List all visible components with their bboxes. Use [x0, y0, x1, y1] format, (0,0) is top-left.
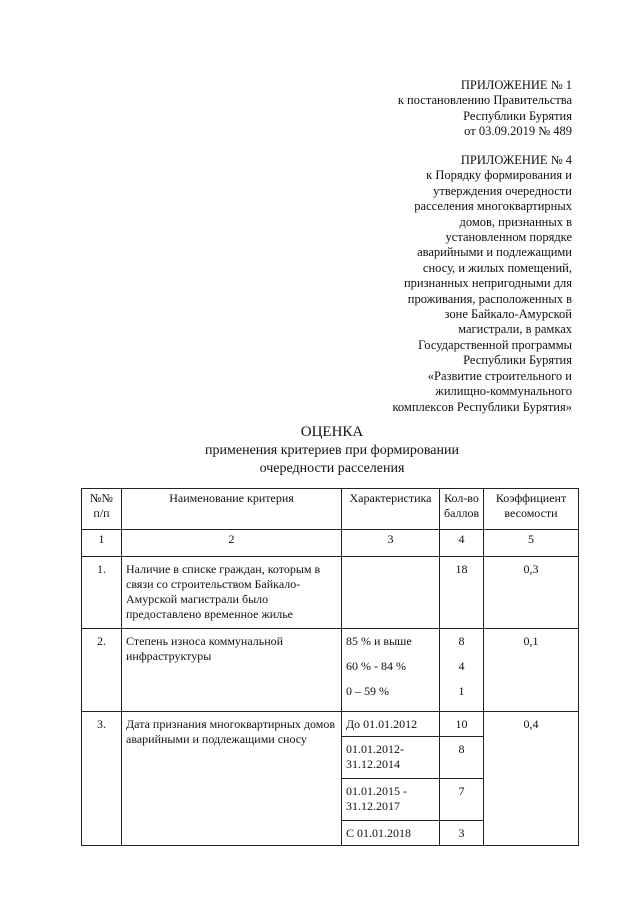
table-row: [82, 629, 579, 712]
points-value: 3: [440, 821, 484, 846]
appendix-line: «Развитие строительного и: [427, 368, 572, 383]
appendix-line: комплексов Республики Бурятия»: [392, 399, 572, 414]
criterion-name: Дата признания многоквартирных домов аварийными и подлежащими сносу: [122, 712, 342, 846]
appendix-line: сносу, и жилых помещений,: [422, 260, 572, 275]
table-row: [82, 557, 579, 629]
criterion-coefficient: 0,3: [484, 557, 579, 629]
row-number: 2.: [82, 629, 122, 712]
appendix-line: от 03.09.2019 № 489: [464, 124, 572, 139]
appendix-line: проживания, расположенных в: [407, 291, 572, 306]
characteristic-value: 01.01.2012-31.12.2014: [342, 737, 440, 779]
header-points: Кол-во баллов: [440, 489, 484, 530]
row-number: 3.: [82, 712, 122, 846]
appendix-line: установленном порядке: [445, 230, 572, 245]
characteristic-value: До 01.01.2012: [342, 712, 440, 737]
points-value: 8: [458, 634, 465, 648]
header-num: №№ п/п: [82, 489, 122, 530]
characteristic-value: 85 % и выше: [346, 634, 412, 648]
criteria-table: [81, 488, 579, 846]
header-coefficient: Коэффициент весомости: [484, 489, 579, 530]
appendix-line: к Порядку формирования и: [426, 168, 572, 183]
appendix-line: домов, признанных в: [459, 214, 572, 229]
characteristic-value: 60 % - 84 %: [346, 659, 406, 673]
criterion-characteristic: [342, 557, 440, 629]
column-index: 3: [342, 530, 440, 557]
appendix-line: Республики Бурятия: [463, 353, 572, 368]
criterion-coefficient: 0,4: [484, 712, 579, 846]
criterion-name: Наличие в списке граждан, которым в связи со строительством Байкало-Амурской магистрали было предоставлено временное жилье: [122, 557, 342, 629]
characteristic-value: С 01.01.2018: [342, 821, 440, 846]
appendix-line: к постановлению Правительства: [397, 93, 572, 108]
header-name: Наименование критерия: [122, 489, 342, 530]
appendix-line: жилищно-коммунального: [435, 384, 572, 399]
table-index-row: [82, 530, 579, 557]
characteristic-value: 01.01.2015 - 31.12.2017: [342, 779, 440, 821]
column-index: 5: [484, 530, 579, 557]
appendix-line: зоне Байкало-Амурской: [444, 307, 572, 322]
points-value: 1: [458, 684, 465, 698]
table-header-row: [82, 489, 579, 530]
column-index: 2: [122, 530, 342, 557]
appendix-line: расселения многоквартирных: [414, 199, 572, 214]
row-number: 1.: [82, 557, 122, 629]
appendix-line: утверждения очередности: [433, 183, 572, 198]
column-index: 4: [440, 530, 484, 557]
appendix-line: магистрали, в рамках: [458, 322, 572, 337]
criterion-name: Степень износа коммунальной инфраструктуры: [122, 629, 342, 712]
appendix-4-block: [392, 153, 572, 415]
criterion-points: 18: [440, 557, 484, 629]
points-value: 7: [440, 779, 484, 821]
criterion-characteristics: [342, 629, 440, 712]
table-row: [82, 712, 579, 737]
criterion-points: [440, 629, 484, 712]
column-index: 1: [82, 530, 122, 557]
appendix-line: Республики Бурятия: [463, 108, 572, 123]
document-title: ОЦЕНКА: [300, 424, 364, 440]
appendix-line: аварийными и подлежащими: [417, 245, 572, 260]
appendix-line: признанных непригодными для: [403, 276, 572, 291]
document-subtitle-line: очередности расселения: [259, 461, 405, 476]
points-value: 8: [440, 737, 484, 779]
appendix-line: ПРИЛОЖЕНИЕ № 4: [460, 153, 572, 167]
header-characteristic: Характеристика: [342, 489, 440, 530]
points-value: 10: [440, 712, 484, 737]
appendix-line: Государственной программы: [418, 337, 572, 352]
points-value: 4: [458, 659, 465, 673]
appendix-1-block: [398, 78, 572, 140]
document-heading: [0, 423, 640, 478]
criterion-coefficient: 0,1: [484, 629, 579, 712]
document-subtitle-line: применения критериев при формировании: [205, 443, 459, 458]
appendix-line: ПРИЛОЖЕНИЕ № 1: [460, 78, 572, 92]
characteristic-value: 0 – 59 %: [346, 684, 389, 698]
